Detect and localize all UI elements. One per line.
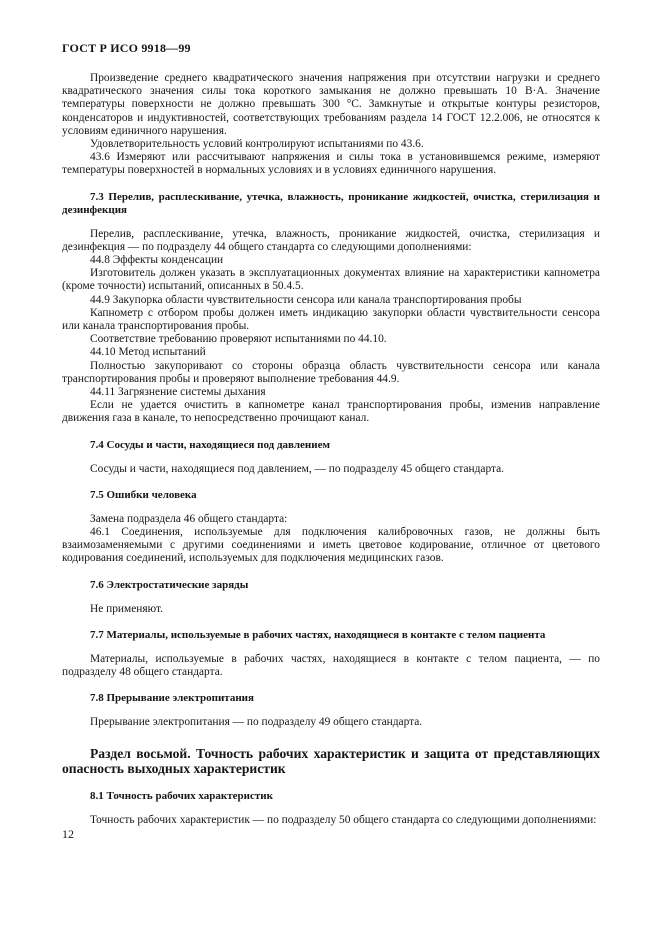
paragraph: Прерывание электропитания — по подразделу 49 общего стандарта. bbox=[90, 716, 423, 729]
paragraph: 44.9 Закупорка области чувствительности сенсора или канала транспортирования пробы bbox=[90, 293, 522, 306]
paragraph: Капнометр с отбором пробы должен иметь индикацию закупорки области чувствительности сенсора или канала транспортирования пробы. bbox=[62, 306, 600, 333]
spacer bbox=[62, 592, 600, 603]
section-heading: 7.5 Ошибки человека bbox=[90, 488, 197, 501]
paragraph: 43.6 Измеряют или рассчитывают напряжения и силы тока в установившемся режиме, измеряют температуры поверхностей в нормальных условиях и в условиях единичного нарушения. bbox=[62, 151, 600, 177]
paragraph: 44.11 Загрязнение системы дыхания bbox=[90, 386, 266, 399]
paragraph: Материалы, используемые в рабочих частях, находящиеся в контакте с телом пациента, — по подразделу 48 общего стандарта. bbox=[62, 652, 600, 679]
paragraph: Соответствие требованию проверяют испытаниями по 44.10. bbox=[90, 333, 387, 346]
paragraph: Если не удается очистить в капнометре канал транспортирования пробы, изменив направление движения газа в канале, то непосредственно прочищают канал. bbox=[62, 399, 600, 425]
paragraph: Изготовитель должен указать в эксплуатационных документах влияние на характеристики капнометра (кроме точности) испытаний, описанных в 50.4.5. bbox=[62, 267, 600, 293]
paragraph: Замена подраздела 46 общего стандарта: bbox=[90, 512, 288, 525]
paragraph: 46.1 Соединения, используемые для подключения калибровочных газов, не должны быть взаимозаменяемыми с другими соединениями и иметь цветовое кодирование, отличное от цветового кодирования соединений, используемых для подключения медицинских газов. bbox=[62, 526, 600, 565]
spacer bbox=[62, 705, 600, 716]
paragraph: 44.8 Эффекты конденсации bbox=[90, 254, 224, 267]
document-body bbox=[62, 72, 600, 827]
section-heading: 7.6 Электростатические заряды bbox=[90, 578, 249, 591]
paragraph: Перелив, расплескивание, утечка, влажность, проникание жидкостей, очистка, стерилизация и дезинфекция — по подразделу 44 общего стандарта со следующими дополнениями: bbox=[62, 227, 600, 253]
spacer bbox=[62, 452, 600, 463]
paragraph: Удовлетворительность условий контролируют испытаниями по 43.6. bbox=[90, 138, 424, 151]
chapter-heading: Раздел восьмой. Точность рабочих характеристик и защита от представляющих опасность выходных характеристик bbox=[62, 745, 600, 776]
page-number: 12 bbox=[62, 827, 74, 841]
page bbox=[62, 41, 600, 827]
section-heading: 7.3 Перелив, расплескивание, утечка, влажность, проникание жидкостей, очистка, стерилизация и дезинфекция bbox=[62, 190, 600, 216]
spacer bbox=[62, 803, 600, 814]
section-heading: 7.8 Прерывание электропитания bbox=[90, 692, 254, 705]
section-heading: 7.7 Материалы, используемые в рабочих частях, находящиеся в контакте с телом пациента bbox=[90, 628, 546, 641]
document-header: ГОСТ Р ИСО 9918—99 bbox=[62, 41, 191, 55]
spacer bbox=[62, 502, 600, 513]
paragraph: Произведение среднего квадратического значения напряжения при отсутствии нагрузки и среднего квадратического значения силы тока короткого замыкания не должно превышать 10 В·А. Значение температуры поверхности не должно превышать 300 °С. Замкнутые и открытые контуры резисторов, конденсаторов и индуктивностей, соответствующих требованиям раздела 14 ГОСТ 12.2.006, не относятся к условиям единичного нарушения. bbox=[62, 72, 600, 137]
paragraph: Полностью закупоривают со стороны образца область чувствительности сенсора или канала транспортирования пробы и проверяют выполнение требования 44.9. bbox=[62, 359, 600, 385]
paragraph: Не применяют. bbox=[90, 602, 163, 615]
spacer bbox=[62, 642, 600, 653]
paragraph: 44.10 Метод испытаний bbox=[90, 346, 206, 359]
section-heading: 8.1 Точность рабочих характеристик bbox=[90, 789, 273, 802]
paragraph: Сосуды и части, находящиеся под давлением, — по подразделу 45 общего стандарта. bbox=[90, 462, 505, 475]
spacer bbox=[62, 217, 600, 228]
paragraph: Точность рабочих характеристик — по подразделу 50 общего стандарта со следующими дополнениями: bbox=[90, 813, 597, 826]
section-heading: 7.4 Сосуды и части, находящиеся под давлением bbox=[90, 438, 330, 451]
